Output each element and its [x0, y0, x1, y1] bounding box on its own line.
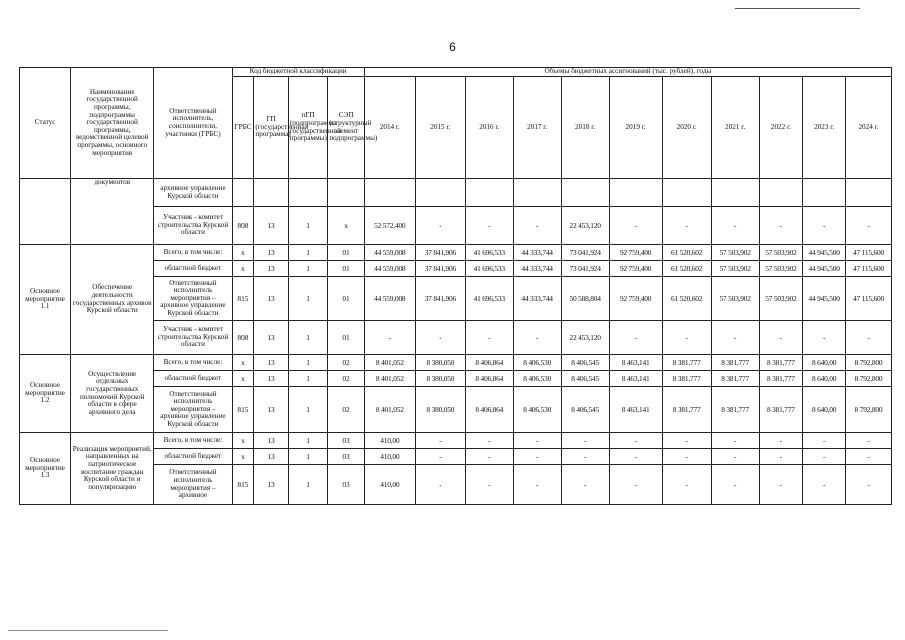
pgp-cell: 1 [288, 387, 328, 433]
budget-table [19, 67, 892, 505]
value-cell: - [609, 449, 662, 465]
value-cell: 44 945,500 [803, 261, 846, 277]
executor-column-header: Ответственный исполнитель, соисполнители, участники (ГРБС) [154, 68, 232, 179]
value-cell: 41 696,533 [465, 261, 513, 277]
value-cell [803, 179, 846, 207]
value-cell: 8 401,052 [364, 387, 415, 433]
value-cell: - [513, 321, 561, 355]
value-cell: - [465, 433, 513, 449]
value-cell: 47 115,600 [845, 245, 891, 261]
grbs-cell: х [232, 371, 254, 387]
value-cell: - [845, 207, 891, 245]
value-cell: 8 406,530 [513, 371, 561, 387]
sep-cell: 03 [328, 465, 364, 505]
pgp-cell: 1 [288, 245, 328, 261]
value-cell: - [803, 207, 846, 245]
value-cell: - [759, 449, 803, 465]
value-cell: 8 463,141 [609, 371, 662, 387]
sep-cell: 01 [328, 321, 364, 355]
year-column-header: 2016 г. [465, 77, 513, 179]
executor-cell: Участник - комитет строительства Курской области [154, 321, 232, 355]
gp-cell: 13 [254, 261, 288, 277]
gp-cell: 13 [254, 321, 288, 355]
value-cell: 37 841,906 [415, 245, 465, 261]
value-cell [364, 179, 415, 207]
value-cell: - [513, 465, 561, 505]
value-cell: 8 792,800 [845, 371, 891, 387]
value-cell [609, 179, 662, 207]
value-cell: 8 640,00 [803, 371, 846, 387]
executor-cell: областной бюджет [154, 371, 232, 387]
value-cell: 8 381,777 [759, 355, 803, 371]
volumes-group-header: Объемы бюджетных ассигнований (тыс. рублей), годы [364, 68, 891, 77]
pgp-cell [288, 179, 328, 207]
gp-cell: 13 [254, 449, 288, 465]
value-cell: - [513, 449, 561, 465]
value-cell [845, 179, 891, 207]
value-cell: - [609, 207, 662, 245]
value-cell: - [845, 449, 891, 465]
value-cell: - [711, 465, 759, 505]
gp-column-header: ГП (государственная программа) [254, 77, 288, 179]
value-cell [711, 179, 759, 207]
value-cell: 57 503,902 [711, 277, 759, 321]
name-cell: Обеспечение деятельности государственных архивов Курской области [71, 245, 154, 355]
gp-cell [254, 179, 288, 207]
value-cell: 37 841,906 [415, 261, 465, 277]
value-cell: - [465, 449, 513, 465]
executor-cell: Ответственный исполнитель мероприятия – архивное управление Курской области [154, 277, 232, 321]
value-cell: 8 401,052 [364, 371, 415, 387]
value-cell: 41 696,533 [465, 245, 513, 261]
year-column-header: 2020 г. [662, 77, 711, 179]
status-cell: Основное мероприятие 1.2 [20, 355, 71, 433]
value-cell [662, 179, 711, 207]
gp-cell: 13 [254, 277, 288, 321]
value-cell: - [465, 321, 513, 355]
value-cell: 8 792,800 [845, 387, 891, 433]
value-cell: 8 406,530 [513, 387, 561, 433]
sep-cell: 03 [328, 433, 364, 449]
value-cell: - [759, 433, 803, 449]
value-cell: - [662, 433, 711, 449]
pgp-cell: 1 [288, 261, 328, 277]
pgp-cell: 1 [288, 355, 328, 371]
value-cell: 73 041,924 [561, 261, 609, 277]
executor-cell: Ответственный исполнитель мероприятия – архивное [154, 465, 232, 505]
status-column-header: Статус [20, 68, 71, 179]
pgp-cell: 1 [288, 371, 328, 387]
name-column-header: Наименование государственной программы, подпрограммы государственной программы, ведомственной целевой программы, основного мероприятия [71, 68, 154, 179]
value-cell: 44 559,008 [364, 245, 415, 261]
sep-column-header: СЭП (структурный элемент подпрограммы) [328, 77, 364, 179]
value-cell: - [513, 433, 561, 449]
executor-cell: Ответственный исполнитель мероприятия – архивное управление Курской области [154, 387, 232, 433]
value-cell: - [609, 465, 662, 505]
pgp-cell: 1 [288, 465, 328, 505]
value-cell: 8 381,777 [662, 387, 711, 433]
sep-cell: 02 [328, 387, 364, 433]
gp-cell: 13 [254, 207, 288, 245]
value-cell: 57 503,902 [759, 245, 803, 261]
value-cell: 8 406,530 [513, 355, 561, 371]
year-column-header: 2022 г. [759, 77, 803, 179]
value-cell: 44 559,008 [364, 261, 415, 277]
value-cell: 44 945,500 [803, 277, 846, 321]
value-cell: - [662, 321, 711, 355]
value-cell: 73 041,924 [561, 245, 609, 261]
table-row [20, 433, 892, 449]
executor-cell: областной бюджет [154, 449, 232, 465]
value-cell [415, 179, 465, 207]
value-cell: - [609, 321, 662, 355]
value-cell: 52 572,400 [364, 207, 415, 245]
value-cell: 61 520,602 [662, 261, 711, 277]
value-cell: 8 406,864 [465, 355, 513, 371]
value-cell: 47 115,600 [845, 277, 891, 321]
value-cell: - [662, 207, 711, 245]
value-cell: 44 559,008 [364, 277, 415, 321]
value-cell: 61 520,602 [662, 277, 711, 321]
value-cell: 41 696,533 [465, 277, 513, 321]
value-cell: 8 401,052 [364, 355, 415, 371]
kbk-group-header: Код бюджетной классификации [232, 68, 364, 77]
value-cell: 44 333,744 [513, 277, 561, 321]
value-cell: 92 759,400 [609, 277, 662, 321]
value-cell: - [364, 321, 415, 355]
executor-cell: Участник - комитет строительства Курской области [154, 207, 232, 245]
sep-cell: 01 [328, 261, 364, 277]
value-cell: - [415, 321, 465, 355]
sep-cell: 03 [328, 449, 364, 465]
value-cell: - [415, 449, 465, 465]
value-cell: 8 463,141 [609, 387, 662, 433]
value-cell: - [759, 465, 803, 505]
gp-cell: 13 [254, 387, 288, 433]
year-column-header: 2014 г. [364, 77, 415, 179]
table-row [20, 179, 892, 207]
footer-rule [8, 630, 168, 631]
value-cell: 8 381,777 [711, 371, 759, 387]
value-cell: 8 381,777 [711, 387, 759, 433]
value-cell: - [415, 465, 465, 505]
value-cell: 57 503,902 [711, 261, 759, 277]
value-cell [465, 179, 513, 207]
value-cell: - [711, 321, 759, 355]
value-cell: 57 503,902 [759, 261, 803, 277]
grbs-cell: 808 [232, 321, 254, 355]
header-rule [735, 8, 860, 9]
year-column-header: 2015 г. [415, 77, 465, 179]
sep-cell: 02 [328, 355, 364, 371]
table-row [20, 245, 892, 261]
value-cell: - [662, 449, 711, 465]
pgp-cell: 1 [288, 207, 328, 245]
status-cell [20, 179, 71, 245]
value-cell: 57 503,902 [759, 277, 803, 321]
value-cell: - [759, 321, 803, 355]
value-cell: 8 381,777 [662, 371, 711, 387]
value-cell: - [561, 465, 609, 505]
gp-cell: 13 [254, 433, 288, 449]
value-cell: - [845, 465, 891, 505]
value-cell: 8 380,050 [415, 371, 465, 387]
value-cell: - [803, 321, 846, 355]
value-cell: - [513, 207, 561, 245]
grbs-cell: х [232, 261, 254, 277]
grbs-cell: х [232, 433, 254, 449]
value-cell: - [803, 465, 846, 505]
value-cell: 410,00 [364, 433, 415, 449]
value-cell [759, 179, 803, 207]
pgp-cell: 1 [288, 277, 328, 321]
value-cell: 8 406,545 [561, 387, 609, 433]
value-cell: 8 381,777 [759, 371, 803, 387]
grbs-cell: 815 [232, 465, 254, 505]
value-cell: 8 380,050 [415, 387, 465, 433]
value-cell: - [711, 433, 759, 449]
value-cell: 8 380,050 [415, 355, 465, 371]
value-cell: 61 520,602 [662, 245, 711, 261]
value-cell: 8 381,777 [759, 387, 803, 433]
year-column-header: 2017 г. [513, 77, 561, 179]
value-cell: 22 453,120 [561, 207, 609, 245]
grbs-cell [232, 179, 254, 207]
value-cell: 8 406,864 [465, 387, 513, 433]
year-column-header: 2021 г. [711, 77, 759, 179]
value-cell: 410,00 [364, 465, 415, 505]
value-cell: - [465, 207, 513, 245]
value-cell: 8 381,777 [711, 355, 759, 371]
name-cell: Осуществление отдельных государственных полномочий Курской области в сфере архивного дела [71, 355, 154, 433]
value-cell [561, 179, 609, 207]
value-cell: - [711, 449, 759, 465]
value-cell: 8 463,141 [609, 355, 662, 371]
value-cell: 47 115,600 [845, 261, 891, 277]
value-cell: 44 945,500 [803, 245, 846, 261]
grbs-cell: 815 [232, 277, 254, 321]
value-cell: 8 640,00 [803, 355, 846, 371]
value-cell: - [803, 433, 846, 449]
value-cell: - [415, 433, 465, 449]
value-cell: 37 841,906 [415, 277, 465, 321]
year-column-header: 2024 г. [845, 77, 891, 179]
pgp-column-header: пГП (подпрограмма государственной программы) [288, 77, 328, 179]
sep-cell: 01 [328, 245, 364, 261]
value-cell: 8 640,00 [803, 387, 846, 433]
year-column-header: 2023 г. [803, 77, 846, 179]
value-cell: - [662, 465, 711, 505]
value-cell [513, 179, 561, 207]
grbs-column-header: ГРБС [232, 77, 254, 179]
value-cell: 44 333,744 [513, 245, 561, 261]
gp-cell: 13 [254, 245, 288, 261]
name-cell: документов [71, 179, 154, 245]
status-cell: Основное мероприятие 1.3 [20, 433, 71, 505]
executor-cell: архивное управление Курской области [154, 179, 232, 207]
name-cell: Реализация мероприятий, направленных на патриотическое воспитание граждан Курской области и популяризацию [71, 433, 154, 505]
grbs-cell: 808 [232, 207, 254, 245]
value-cell: 8 381,777 [662, 355, 711, 371]
value-cell: 57 503,902 [711, 245, 759, 261]
grbs-cell: х [232, 245, 254, 261]
grbs-cell: 815 [232, 387, 254, 433]
value-cell: 92 759,400 [609, 245, 662, 261]
value-cell: 92 759,400 [609, 261, 662, 277]
executor-cell: областной бюджет [154, 261, 232, 277]
value-cell: - [759, 207, 803, 245]
value-cell: - [845, 321, 891, 355]
executor-cell: Всего, в том числе: [154, 433, 232, 449]
value-cell: - [711, 207, 759, 245]
value-cell: - [845, 433, 891, 449]
grbs-cell: х [232, 449, 254, 465]
pgp-cell: 1 [288, 449, 328, 465]
gp-cell: 13 [254, 355, 288, 371]
year-column-header: 2018 г. [561, 77, 609, 179]
pgp-cell: 1 [288, 321, 328, 355]
status-cell: Основное мероприятие 1.1 [20, 245, 71, 355]
grbs-cell: х [232, 355, 254, 371]
year-column-header: 2019 г. [609, 77, 662, 179]
pgp-cell: 1 [288, 433, 328, 449]
sep-cell: 02 [328, 371, 364, 387]
value-cell: 44 333,744 [513, 261, 561, 277]
value-cell: 8 406,864 [465, 371, 513, 387]
value-cell: 410,00 [364, 449, 415, 465]
value-cell: - [561, 433, 609, 449]
value-cell: 8 406,545 [561, 355, 609, 371]
value-cell: - [561, 449, 609, 465]
value-cell: 8 792,800 [845, 355, 891, 371]
value-cell: - [803, 449, 846, 465]
value-cell: - [415, 207, 465, 245]
executor-cell: Всего, в том числе: [154, 355, 232, 371]
sep-cell: 01 [328, 277, 364, 321]
value-cell: 8 406,545 [561, 371, 609, 387]
value-cell: 50 588,804 [561, 277, 609, 321]
table-row [20, 355, 892, 371]
gp-cell: 13 [254, 371, 288, 387]
gp-cell: 13 [254, 465, 288, 505]
sep-cell: х [328, 207, 364, 245]
page-number: 6 [449, 40, 456, 54]
value-cell: - [465, 465, 513, 505]
value-cell: - [609, 433, 662, 449]
value-cell: 22 453,120 [561, 321, 609, 355]
executor-cell: Всего, в том числе: [154, 245, 232, 261]
sep-cell [328, 179, 364, 207]
